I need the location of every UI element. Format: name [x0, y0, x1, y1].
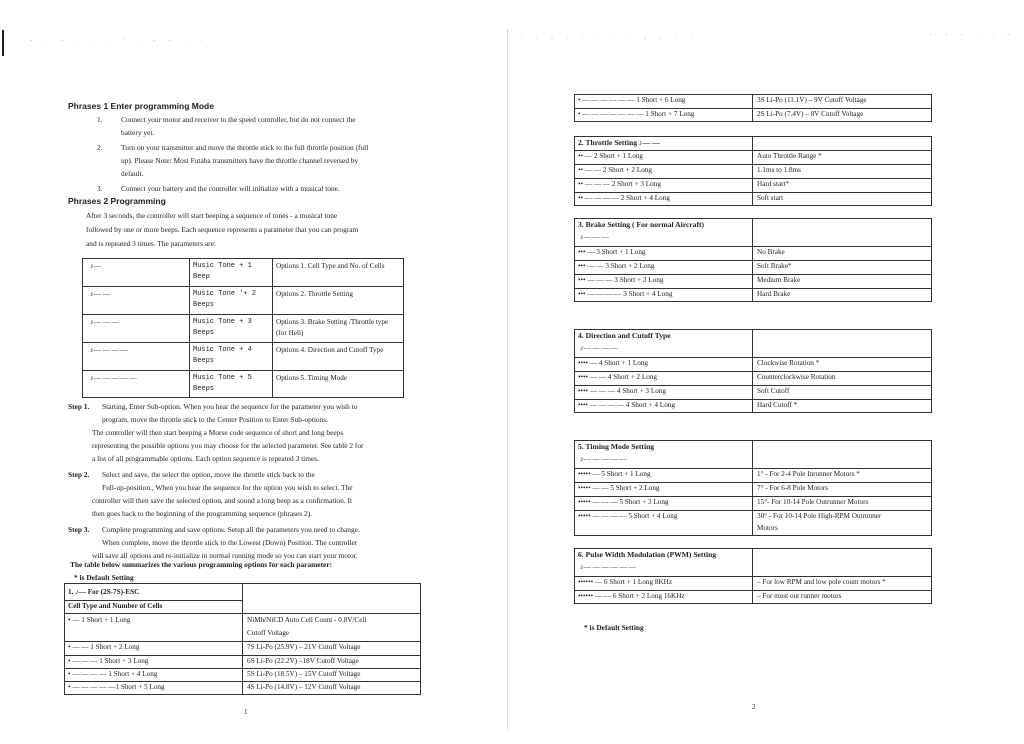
- setting-option: Clockwise Rotation *: [757, 359, 820, 367]
- section-title: 2. Throttle Setting ♪— —: [578, 138, 660, 147]
- morse-sequence: ••••• — — 5 Short + 2 Long: [578, 484, 660, 492]
- column-divider: [752, 440, 753, 536]
- morse-sequence: •••• — — — 4 Short + 3 Long: [578, 387, 666, 395]
- morse-sequence: ••• — 3 Short + 1 Long: [578, 248, 646, 256]
- music-tone-label: Beeps: [193, 357, 215, 365]
- scan-noise-far-right: - - - · · -: [930, 32, 1016, 38]
- option-label: Options 2. Throttle Setting: [276, 290, 353, 298]
- section-title: 4. Direction and Cutoff Type: [578, 331, 671, 340]
- table-row-divider: [82, 370, 404, 371]
- music-tone-label: Beeps: [193, 329, 215, 337]
- setting-option: Hard start*: [757, 180, 790, 188]
- summary-line: The table below summarizes the various programming options for each parameter:: [70, 560, 333, 569]
- section-title: 5. Timing Mode Setting: [578, 442, 655, 451]
- step-line: Full-up-position., When you hear the sequence for the option you wish to select. The: [102, 483, 353, 492]
- phrase1-heading: Phrases 1 Enter programming Mode: [68, 101, 214, 111]
- setting-option: Soft Brake*: [757, 262, 792, 270]
- option-label: Options 3. Brake Setting /Throttle type: [276, 318, 389, 326]
- table-row-divider: [82, 342, 404, 343]
- setting-option: 1° - For 2-4 Pole Inrunner Motors *: [757, 470, 860, 478]
- music-tone-label: Beeps: [193, 301, 215, 309]
- cutoff-voltage-option: 6S Li-Po (22.2V) –18V Cutoff Voltage: [247, 657, 359, 665]
- morse-sequence: • — — — — —1 Short + 5 Long: [68, 683, 165, 691]
- setting-option: No Brake: [757, 248, 785, 256]
- phrase2-line: followed by one or more beeps. Each sequence represents a parameter that you can program: [86, 225, 359, 234]
- step-line: will save all options and re-initialize in normal running mode so you can start your motor.: [92, 551, 358, 560]
- morse-sequence: ••• — — — — 3 Short + 4 Long: [578, 290, 673, 298]
- step-label: Step 1.: [68, 402, 90, 411]
- step-first-line: Complete programming and save options. Setup all the parameters you need to change.: [102, 525, 360, 534]
- step-label: Step 2.: [68, 470, 90, 479]
- column-divider: [752, 136, 753, 206]
- step-line: program, move the throttle stick to the Center Position to Enter Sub-options.: [102, 415, 328, 424]
- setting-option: Motors: [757, 524, 778, 532]
- cutoff-voltage-option: NiMh/NiCD Auto Cell Count - 0.8V/Cell: [247, 616, 367, 624]
- cell-table-subtitle: Cell Type and Number of Cells: [68, 602, 163, 610]
- morse-sequence: • — — — — — — — 1 Short + 7 Long: [578, 110, 695, 118]
- cutoff-voltage-option: 2S Li-Po (7.4V) – 8V Cutoff Voltage: [757, 110, 864, 118]
- music-tone-label: Beep: [193, 273, 210, 281]
- morse-sequence: • — — — — — — 1 Short + 6 Long: [578, 96, 686, 104]
- step-line: then goes back to the beginning of the programming sequence (phrases 2).: [92, 509, 313, 518]
- phrase2-heading: Phrases 2 Programming: [68, 196, 166, 206]
- step-line: The controller will then start beeping a Morse code sequence of short and long beeps: [92, 428, 344, 437]
- setting-option: 15°- For 10-14 Pole Outrunner Motors: [757, 498, 869, 506]
- setting-option: 7° - For 6-8 Pole Motors: [757, 484, 828, 492]
- step-first-line: Starting, Enter Sub-option. When you hear the sequence for the parameter you wish to: [102, 402, 358, 411]
- morse-sequence: • — — 1 Short + 2 Long: [68, 643, 140, 651]
- phrase1-step-number: 1.: [97, 115, 103, 124]
- step-label: Step 3.: [68, 525, 90, 534]
- morse-sequence: ••••• — — — 5 Short + 3 Long: [578, 498, 669, 506]
- cutoff-voltage-option: Cutoff Voltage: [247, 629, 290, 637]
- page-2: [510, 0, 1024, 744]
- setting-option: Hard Brake: [757, 290, 791, 298]
- default-note: * is Default Setting: [74, 573, 134, 582]
- tone-sequence-symbol: ♪— — —: [90, 318, 119, 326]
- setting-option: Soft start: [757, 194, 784, 202]
- section-title: 3. Brake Setting ( For normal Aircraft): [578, 220, 705, 229]
- setting-option: 30° - For 10-14 Pole High-RPM Outrunner: [757, 512, 882, 520]
- tone-sequence-symbol: ♪— — — — —: [90, 374, 137, 382]
- music-tone-label: Beeps: [193, 385, 215, 393]
- section-title: 6. Pulse Width Modulation (PWM) Setting: [578, 550, 717, 559]
- step-line: When complete, move the throttle stick to the Lowest (Down) Position. The controller: [102, 538, 358, 547]
- option-label: Options 4. Direction and Cutoff Type: [276, 346, 384, 354]
- table-row-divider: [82, 286, 404, 287]
- phrase1-step-line: battery yet.: [121, 128, 155, 137]
- default-note-page2: * is Default Setting: [584, 623, 644, 632]
- setting-option: 1.1ms to 1.8ms: [757, 166, 801, 174]
- morse-sequence: • — — — 1 Short + 3 Long: [68, 657, 149, 665]
- tone-sequence-symbol: ♪— — — —: [90, 346, 128, 354]
- morse-sequence: • — 1 Short + 1 Long: [68, 616, 131, 624]
- step-line: a list of all programmable options. Each option sequence is repeated 3 times.: [92, 454, 319, 463]
- phrase1-step-line: Connect your battery and the controller will initialize with a musical tone.: [121, 184, 340, 193]
- phrase1-step-line: up). Please Note: Most Futaba transmitters have the throttle channel reversed by: [121, 156, 359, 165]
- step-line: controller will then save the selected option, and sound a long beep as a confirmation. It: [92, 496, 353, 505]
- morse-sequence: •• — 2 Short + 1 Long: [578, 152, 643, 160]
- cutoff-voltage-option: 7S Li-Po (25.9V) – 21V Cutoff Voltage: [247, 643, 361, 651]
- step-line: representing the possible options you may choose for the selected parameter. See table 2 for: [92, 441, 364, 450]
- setting-option: – For low RPM and low pole count motors *: [757, 578, 886, 586]
- page-1: [0, 0, 505, 744]
- phrase2-line: After 3 seconds, the controller will start beeping a sequence of tones - a musical tone: [86, 211, 338, 220]
- setting-option: Counterclockwise Rotation: [757, 373, 836, 381]
- phrase1-step-number: 3.: [97, 184, 103, 193]
- morse-sequence: ••• — — 3 Short + 2 Long: [578, 262, 655, 270]
- music-tone-label: Music Tone + 4: [193, 346, 252, 354]
- morse-sequence: ••• — — — 3 Short + 3 Long: [578, 276, 664, 284]
- tone-sequence-symbol: ♪— — — — — —: [580, 563, 636, 571]
- cutoff-voltage-option: 5S Li-Po (18.5V) – 15V Cutoff Voltage: [247, 670, 361, 678]
- setting-option: Soft Cutoff: [757, 387, 790, 395]
- tone-sequence-symbol: ♪— — — —: [580, 344, 618, 352]
- scan-noise-left: - · - · · · ' · - - · ·: [30, 38, 208, 44]
- page-number: 1: [244, 708, 248, 716]
- music-tone-label: Music Tone '+ 2: [193, 290, 257, 298]
- phrase1-step-line: Connect your motor and receiver to the speed controller, but do not connect the: [121, 115, 356, 124]
- morse-sequence: •••• — 4 Short + 1 Long: [578, 359, 649, 367]
- page-gutter: [507, 30, 508, 730]
- tone-sequence-symbol: ♪— —: [90, 290, 110, 298]
- morse-sequence: ••••• — — — — 5 Short + 4 Long: [578, 512, 678, 520]
- phrase1-step-line: default.: [121, 169, 144, 178]
- tone-sequence-symbol: ♪— — —: [580, 233, 609, 241]
- setting-option: Hard Cutoff *: [757, 401, 798, 409]
- morse-sequence: •••• — — — — 4 Short + 4 Long: [578, 401, 675, 409]
- morse-sequence: •••••• — — 6 Short + 2 Long 16KHz: [578, 592, 685, 600]
- music-tone-label: Music Tone + 1: [193, 262, 252, 270]
- morse-sequence: ••••• — 5 Short + 1 Long: [578, 470, 651, 478]
- music-tone-label: Music Tone + 3: [193, 318, 252, 326]
- cell-table-title: 1. ♪— For (2S-7S)-ESC: [68, 588, 140, 596]
- option-label: (for Heli): [276, 329, 304, 337]
- phrase2-line: and is repeated 3 times. The parameters are:: [86, 239, 216, 248]
- setting-option: Medium Brake: [757, 276, 801, 284]
- scan-noise-right: · · - · · · · · - - · ·: [520, 36, 699, 42]
- setting-option: – For most out runner motors: [757, 592, 842, 600]
- option-label: Options 5. Timing Mode: [276, 374, 348, 382]
- morse-sequence: •• — — 2 Short + 2 Long: [578, 166, 652, 174]
- page-number-2: 2: [752, 703, 756, 711]
- morse-sequence: • — — — — 1 Short + 4 Long: [68, 670, 158, 678]
- cutoff-voltage-option: 4S Li-Po (14.8V) – 12V Cutoff Voltage: [247, 683, 361, 691]
- setting-option: Auto Throttle Range *: [757, 152, 822, 160]
- step-first-line: Select and save, the select the option, move the throttle stick back to the: [102, 470, 315, 479]
- phrase1-step-number: 2.: [97, 143, 103, 152]
- option-label: Options 1. Cell Type and No. of Cells: [276, 262, 385, 270]
- morse-sequence: •• — — — 2 Short + 3 Long: [578, 180, 661, 188]
- phrase1-step-line: Turn on your transmitter and move the throttle stick to the full throttle position (full: [121, 143, 369, 152]
- tone-sequence-symbol: ♪— — — — —: [580, 455, 627, 463]
- tone-sequence-symbol: ♪—: [90, 262, 101, 270]
- music-tone-label: Music Tone + 5: [193, 374, 252, 382]
- cutoff-voltage-option: 3S Li-Po (11.1V) – 9V Cutoff Voltage: [757, 96, 867, 104]
- morse-sequence: •••• — — 4 Short + 2 Long: [578, 373, 658, 381]
- table-row-divider: [82, 314, 404, 315]
- morse-sequence: •••••• — 6 Short + 1 Long 8KHz: [578, 578, 673, 586]
- morse-sequence: •• — — — — 2 Short + 4 Long: [578, 194, 670, 202]
